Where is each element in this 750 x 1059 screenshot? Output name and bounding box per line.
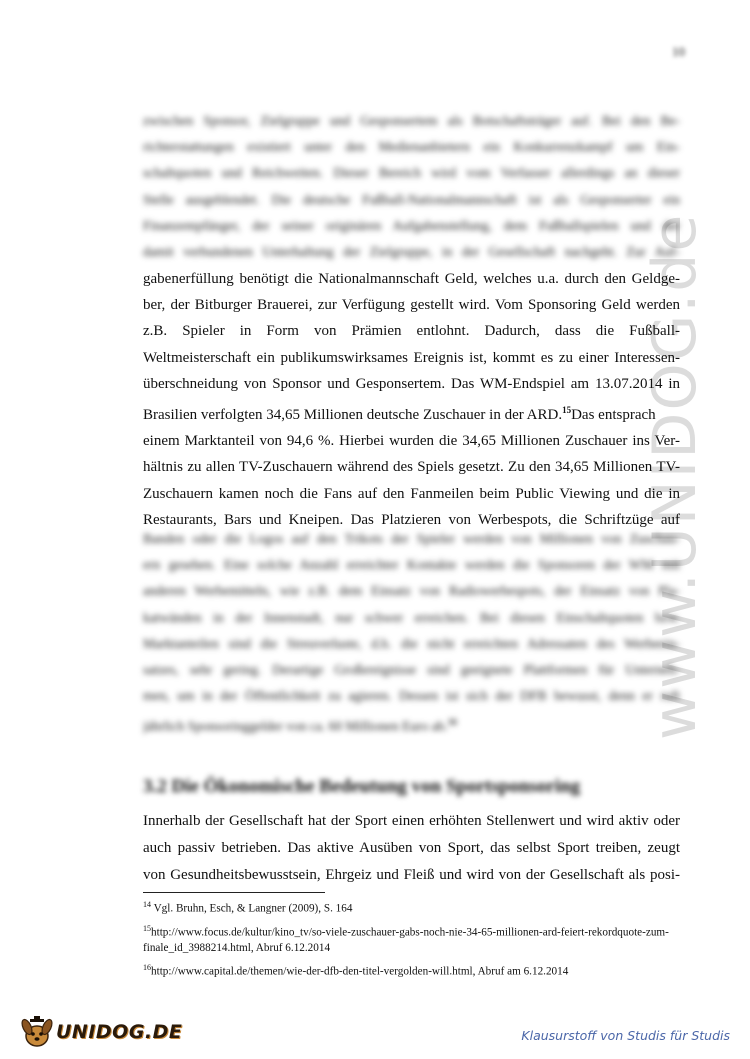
- footnote-number: 16: [143, 963, 151, 973]
- slogan: Klausurstoff von Studis für Studis: [521, 1028, 730, 1043]
- watermark: www.UNIDOG.de: [640, 212, 710, 740]
- text-line: z.B. Spieler in Form von Prämien entlohnt. Dadurch, dass die Fußball-: [143, 323, 680, 340]
- text-line: damit verbundenen Unterhaltung der Zielgruppe, in der Gesellschaft nachgeht. Zur Auf-: [143, 244, 680, 260]
- text-line: auch passiv betrieben. Das aktive Ausüben von Sport, das selbst Sport treiben, zeugt: [143, 840, 680, 856]
- footnote: [143, 960, 680, 980]
- text-line: anderen Werbemitteln, wie z.B. dem Einsatz von Radiowerbespots, der Einsatz von Pla-: [143, 583, 680, 599]
- page-number: 10: [672, 44, 685, 59]
- text-line: Restaurants, Bars und Kneipen. Das Platzieren von Werbespots, die Schriftzüge auf: [143, 511, 680, 528]
- text-line: satzes, sehr gering. Derartige Großereignisse sind geeignete Plattformen für Unterneh-: [143, 662, 680, 678]
- unidog-logo[interactable]: [20, 1014, 182, 1050]
- text-line: schaltquoten und Reichweiten. Dieser Bereich wird vom Verfasser allerdings an dieser: [143, 165, 680, 181]
- footnote-number: 15: [143, 923, 151, 933]
- text-line: hältnis zu allen TV-Zuschauern während des Spiels gesetzt. Zu den 34,65 Millionen TV-: [143, 459, 680, 476]
- text-fragment: Brasilien verfolgten 34,65 Millionen deutsche Zuschauer in der ARD.: [143, 407, 563, 424]
- footnote: [143, 897, 680, 917]
- text-line: Finanzempfänger, der seiner originären Aufgabenstellung, dem Fußballspielen und der: [143, 217, 680, 233]
- text-line: ber, der Bitburger Brauerei, zur Verfügung gestellt wird. Vom Sponsoring Geld werden: [143, 297, 680, 314]
- footnote-marker: 15: [562, 405, 572, 416]
- text-line: von Gesundheitsbewusstsein, Ehrgeiz und Fleiß und wird von der Gesellschaft als posi-: [143, 867, 680, 883]
- footnotes: [143, 897, 680, 984]
- footnote: [143, 921, 680, 957]
- body-paragraph: [143, 266, 680, 533]
- text-fragment: jährlich Sponsoringgelder von ca. 60 Millionen Euro ab.: [143, 718, 448, 734]
- text-line: Zuschauern kamen noch die Fans auf den Fanmeilen beim Public Viewing und die in: [143, 485, 680, 502]
- text-line: richterstattungen existiert unter den Medienanbietern ein Konkurrenzkampf um Ein-: [143, 139, 680, 155]
- text-line: katwänden in der Innenstadt, nur schwer erreichen. Bei diesen Einschaltquoten bzw.: [143, 609, 680, 625]
- text-line: überschneidung von Sponsor und Gesponsertem. Das WM-Endspiel am 13.07.2014 in: [143, 375, 680, 392]
- text-line: [143, 709, 680, 740]
- footnote-separator: [143, 892, 325, 893]
- text-line: Stelle ausgeblendet. Die deutsche Fußball-Nationalmannschaft ist als Gesponserter ein: [143, 191, 680, 207]
- text-line: Weltmeisterschaft ein publikumswirksames Ereignis ist, kommt es zu einer Interessen-: [143, 349, 680, 366]
- text-line: Banden oder die Logos auf den Trikots der Spieler werden von Millionen von Zuschau-: [143, 531, 680, 546]
- dog-icon: [20, 1016, 54, 1048]
- footnote-marker: 16: [447, 717, 457, 728]
- text-line: einem Marktanteil von 94,6 %. Hierbei wurden die 34,65 Millionen Zuschauer ins Ver-: [143, 433, 680, 450]
- blurred-paragraph-middle: [143, 526, 680, 740]
- blurred-paragraph-top: [143, 108, 680, 265]
- text-line: Innerhalb der Gesellschaft hat der Sport einen erhöhten Stellenwert und wird aktiv oder: [143, 813, 680, 829]
- text-line: zwischen Sponsor, Zielgruppe und Gesponsertem als Botschaftsträger auf. Bei den Be-: [143, 113, 680, 128]
- logo-text: UNIDOG.DE: [56, 1021, 183, 1043]
- footnote-number: 14: [143, 900, 151, 909]
- footnote-text: Vgl. Bruhn, Esch, & Langner (2009), S. 164: [151, 902, 353, 915]
- footnote-text: http://www.capital.de/themen/wie-der-dfb-den-titel-vergolden-will.html, Abruf am 6.12.2014: [151, 966, 569, 979]
- text-line: gabenerfüllung benötigt die Nationalmannschaft Geld, welches u.a. durch den Geldge-: [143, 271, 680, 287]
- text-line: men, um in der Öffentlichkeit zu agieren. Dessen ist sich der DFB bewusst, denn er ruft: [143, 688, 680, 704]
- footnote-text: http://www.focus.de/kultur/kino_tv/so-viele-zuschauer-gabs-noch-nie-34-65-millionen-ard-feiert-rekordquote-zum-finale_id_3988214.html, Abruf 6.12.2014: [143, 926, 669, 955]
- text-line-with-footnote: [143, 397, 680, 428]
- body-paragraph: [143, 808, 680, 889]
- text-line: ern gesehen. Eine solche Anzahl erreichter Kontakte werden die Sponsoren der WM mit: [143, 557, 680, 573]
- text-line: Marktanteilen sind die Streuverluste, d.h. die nicht erreichten Adressaten des Werbeein-: [143, 635, 680, 651]
- text-fragment: Das entsprach: [571, 407, 656, 424]
- section-heading: 3.2 Die Ökonomische Bedeutung von Sportsponsoring: [143, 776, 581, 797]
